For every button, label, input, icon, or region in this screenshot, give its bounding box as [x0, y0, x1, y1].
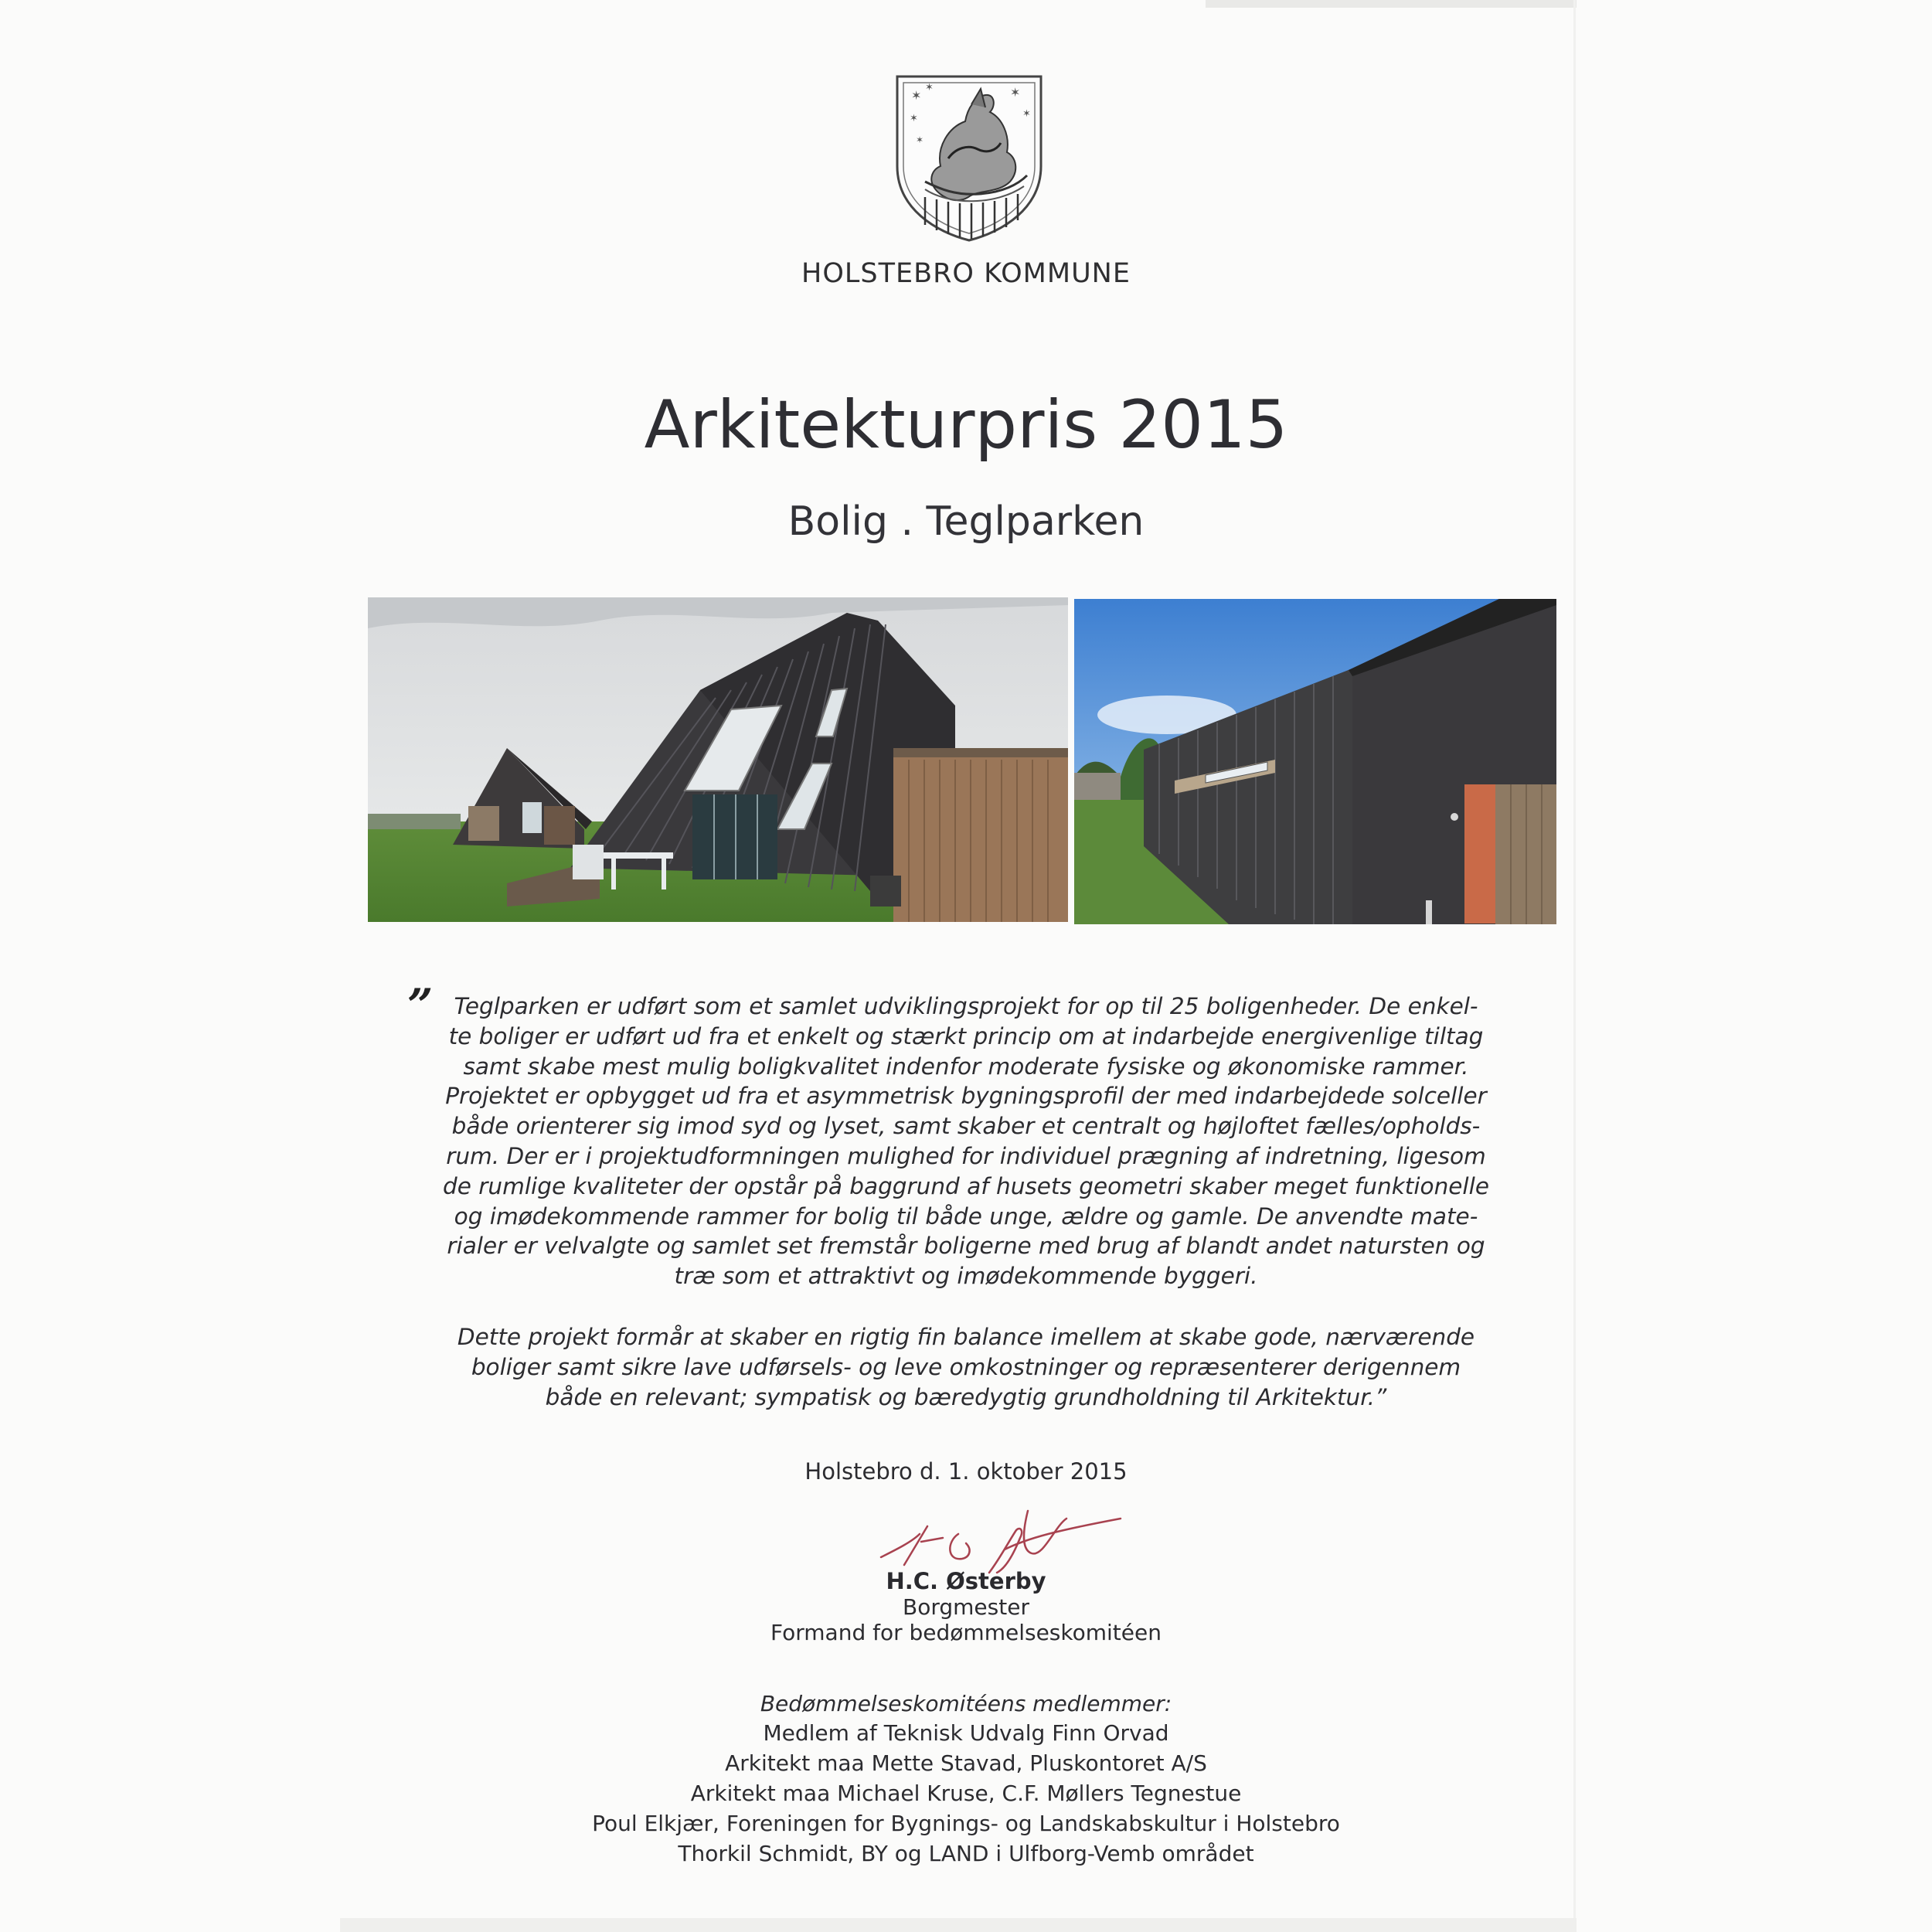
- statement-line: rum. Der er i projektudformningen mulighed for individuel prægning af indretning, ligesom: [446, 1142, 1486, 1169]
- jury-statement: [417, 992, 1515, 1412]
- crest-icon: [894, 73, 1044, 243]
- statement-line: træ som et attraktivt og imødekommende byggeri.: [674, 1263, 1258, 1290]
- statement-line: rialer er velvalgte og samlet set fremstår boligerne med brug af blandt andet natursten og: [447, 1233, 1485, 1260]
- award-title: Arkitekturpris 2015: [644, 386, 1288, 464]
- svg-text:✶: ✶: [1010, 85, 1021, 100]
- svg-text:✶: ✶: [1022, 108, 1031, 120]
- statement-line: te boliger er udført ud fra et enkelt og stærkt princip om at indarbejde energivenlige tiltag: [448, 1022, 1484, 1049]
- statement-line: både orienterer sig imod syd og lyset, samt skaber et centralt og højloftet fælles/opholds-: [451, 1113, 1481, 1140]
- photo-house-facade: [1074, 599, 1556, 924]
- statement-line: og imødekommende rammer for bolig til både unge, ældre og gamle. De anvendte mate-: [454, 1202, 1478, 1230]
- statement-line: Teglparken er udført som et samlet udviklingsprojekt for op til 25 boligenheder. De enkel-: [454, 993, 1478, 1019]
- quote-mark: ”: [407, 979, 434, 1032]
- page-edge-top: [1206, 0, 1577, 8]
- svg-text:✶: ✶: [925, 82, 934, 94]
- statement-line: boliger samt sikre lave udførsels- og leve omkostninger og repræsenterer derigennem: [471, 1353, 1461, 1380]
- committee-member: Thorkil Schmidt, BY og LAND i Ulfborg-Vemb området: [678, 1841, 1254, 1866]
- award-subtitle: Bolig . Teglparken: [787, 498, 1145, 545]
- page-edge-bottom: [340, 1918, 1577, 1932]
- statement-line: Dette projekt formår at skaber en rigtig fin balance imellem at skabe gode, nærværende: [457, 1323, 1475, 1350]
- svg-text:✶: ✶: [911, 88, 922, 103]
- photo-asymmetric-house: [368, 597, 1068, 922]
- paragraph-gap: [417, 1291, 1515, 1322]
- date-line: Holstebro d. 1. oktober 2015: [804, 1458, 1128, 1485]
- signer-committee-role: Formand for bedømmelseskomitéen: [770, 1620, 1162, 1645]
- signer-role: Borgmester: [903, 1594, 1029, 1620]
- signer-name: H.C. Østerby: [886, 1568, 1046, 1594]
- svg-text:✶: ✶: [916, 134, 924, 145]
- committee-heading: Bedømmelseskomitéens medlemmer:: [760, 1691, 1172, 1716]
- svg-text:✶: ✶: [910, 113, 918, 124]
- statement-line: samt skabe mest mulig boligkvalitet indenfor moderate fysiske og økonomiske rammer.: [463, 1053, 1469, 1080]
- statement-line: både en relevant; sympatisk og bæredygtig grundholdning til Arkitektur.”: [545, 1383, 1387, 1410]
- committee-member: Arkitekt maa Michael Kruse, C.F. Møllers Tegnestue: [690, 1781, 1242, 1806]
- statement-line: Projektet er opbygget ud fra et asymmetrisk bygningsprofil der med indarbejdede solceller: [445, 1083, 1487, 1110]
- committee-member: Arkitekt maa Mette Stavad, Pluskontoret A/S: [725, 1750, 1207, 1776]
- municipality-name: HOLSTEBRO KOMMUNE: [801, 258, 1131, 289]
- statement-line: de rumlige kvaliteter der opstår på baggrund af husets geometri skaber meget funktionelle: [443, 1172, 1489, 1199]
- committee-member: Medlem af Teknisk Udvalg Finn Orvad: [763, 1720, 1169, 1746]
- committee-member: Poul Elkjær, Foreningen for Bygnings- og Landskabskultur i Holstebro: [592, 1811, 1340, 1836]
